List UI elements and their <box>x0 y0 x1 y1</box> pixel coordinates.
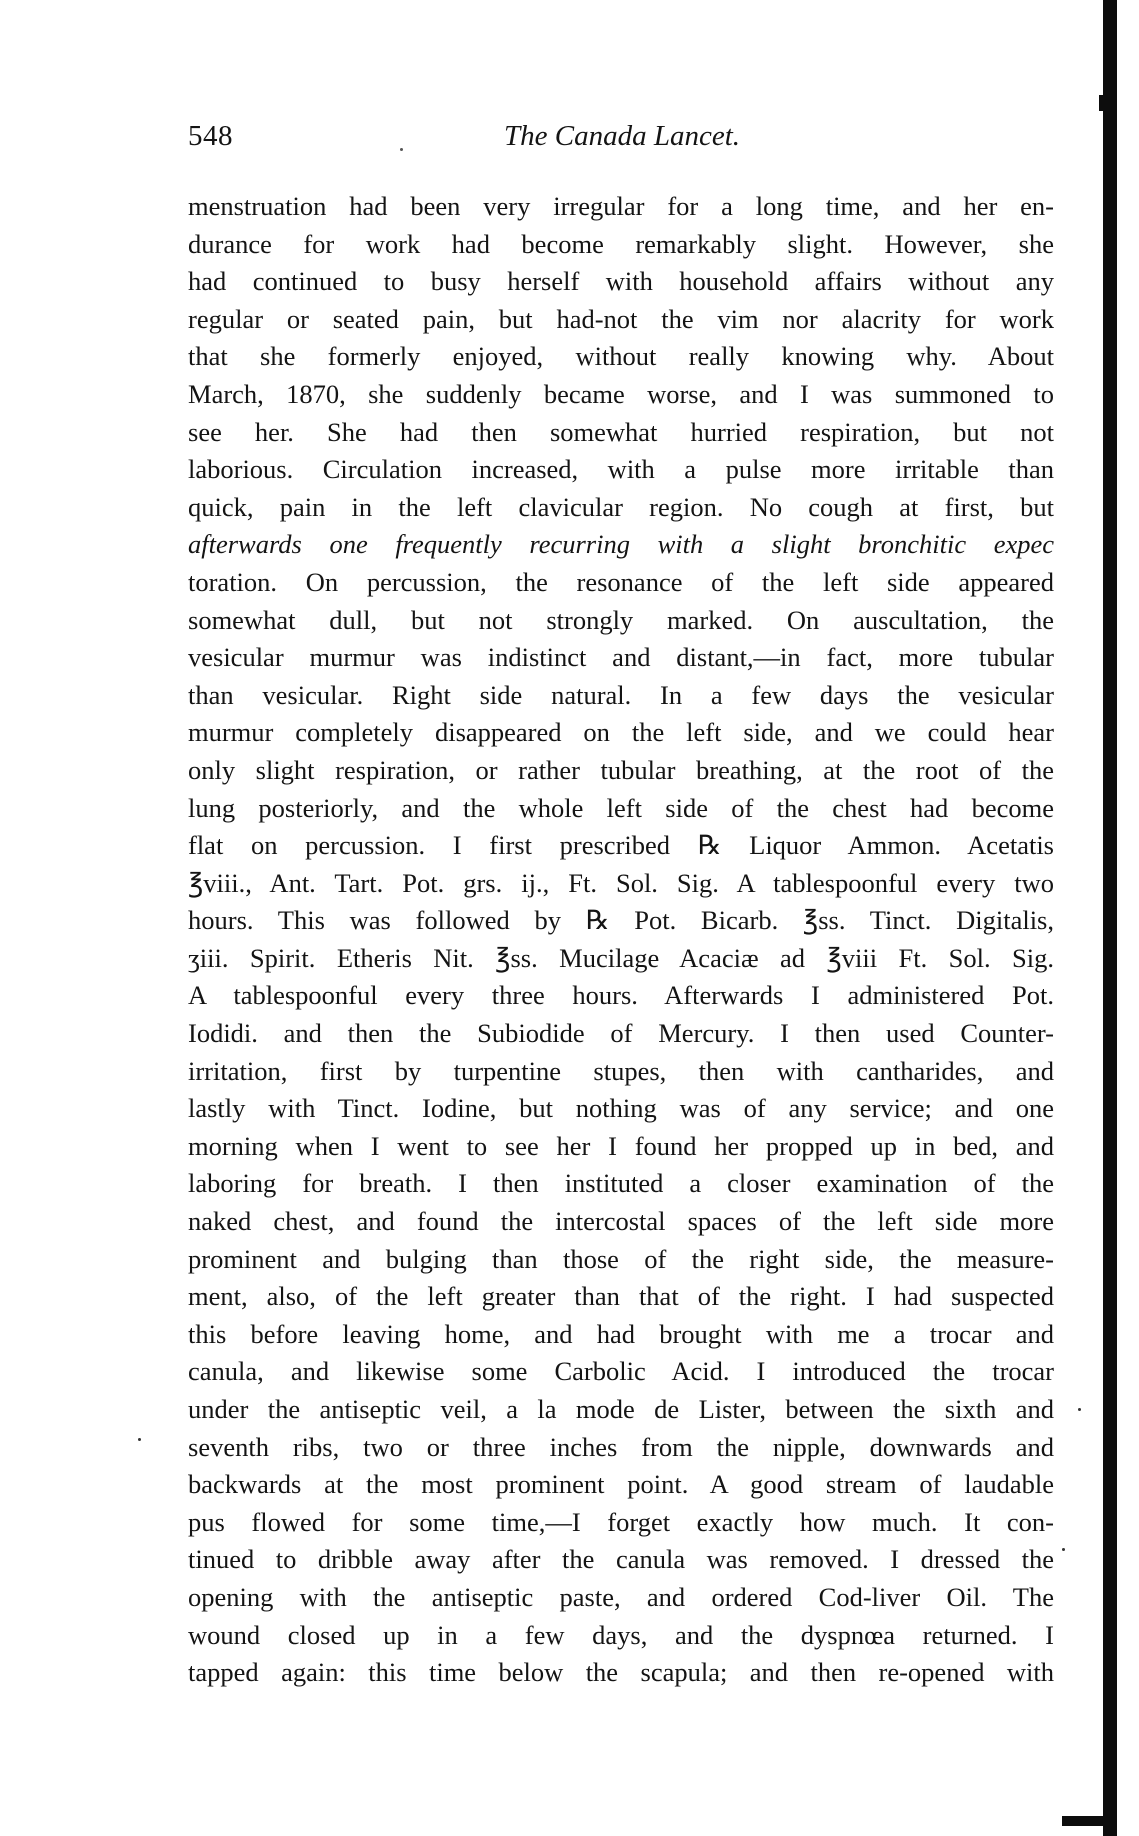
text-line: regular or seated pain, but had-not the vim nor alacrity for work <box>188 303 1054 334</box>
scan-speck <box>1062 1548 1065 1551</box>
page-number: 548 <box>188 120 233 152</box>
text-line: see her. She had then somewhat hurried respiration, but not <box>188 416 1054 447</box>
text-line: this before leaving home, and had brought with me a trocar and <box>188 1318 1054 1349</box>
binding-notch <box>1099 95 1109 111</box>
text-line: ʒiii. Spirit. Etheris Nit. ℥ss. Mucilage Acaciæ ad ℥viii Ft. Sol. Sig. <box>188 942 1054 973</box>
text-line: irritation, first by turpentine stupes, then with cantharides, and <box>188 1055 1054 1086</box>
text-line: pus flowed for some time,—I forget exactly how much. It con- <box>188 1506 1054 1537</box>
text-line: somewhat dull, but not strongly marked. On auscultation, the <box>188 604 1054 635</box>
text-line: flat on percussion. I first prescribed ℞ Liquor Ammon. Acetatis <box>188 830 1054 861</box>
text-line: only slight respiration, or rather tubular breathing, at the root of the <box>188 754 1054 785</box>
text-line: than vesicular. Right side natural. In a few days the vesicular <box>188 679 1054 710</box>
text-line: naked chest, and found the intercostal spaces of the left side more <box>188 1206 1054 1237</box>
text-line: March, 1870, she suddenly became worse, and I was summoned to <box>188 378 1054 409</box>
text-line: laborious. Circulation increased, with a pulse more irritable than <box>188 454 1054 485</box>
text-line: canula, and likewise some Carbolic Acid. I introduced the trocar <box>188 1356 1054 1387</box>
text-line: backwards at the most prominent point. A good stream of laudable <box>188 1469 1054 1500</box>
scan-speck <box>138 1438 141 1441</box>
text-line: hours. This was followed by ℞ Pot. Bicarb. ℥ss. Tinct. Digitalis, <box>188 905 1054 936</box>
text-line: that she formerly enjoyed, without really knowing why. About <box>188 341 1054 372</box>
text-line: ℥viii., Ant. Tart. Pot. grs. ij., Ft. Sol. Sig. A tablespoonful every two <box>188 867 1054 898</box>
binding-foot <box>1062 1816 1117 1826</box>
text-line: vesicular murmur was indistinct and distant,—in fact, more tubular <box>188 642 1054 673</box>
text-line: quick, pain in the left clavicular region. No cough at first, but <box>188 491 1054 522</box>
text-line: opening with the antiseptic paste, and ordered Cod-liver Oil. The <box>188 1581 1054 1612</box>
text-line: tinued to dribble away after the canula was removed. I dressed the <box>188 1544 1054 1575</box>
text-line: seventh ribs, two or three inches from the nipple, downwards and <box>188 1431 1054 1462</box>
page-binding-edge <box>1103 0 1117 1836</box>
text-line: durance for work had become remarkably slight. However, she <box>188 228 1054 259</box>
scan-speck <box>1078 1408 1081 1411</box>
text-line: under the antiseptic veil, a la mode de Lister, between the sixth and <box>188 1394 1054 1424</box>
text-line: Iodidi. and then the Subiodide of Mercury. I then used Counter- <box>188 1018 1054 1049</box>
text-line: had continued to busy herself with household affairs without any <box>188 266 1054 297</box>
article-body <box>188 188 1054 1692</box>
text-line: prominent and bulging than those of the right side, the measure- <box>188 1243 1054 1274</box>
text-line: murmur completely disappeared on the left side, and we could hear <box>188 717 1054 748</box>
text-line: A tablespoonful every three hours. Afterwards I administered Pot. <box>188 980 1054 1011</box>
text-line: menstruation had been very irregular for a long time, and her en- <box>188 191 1054 221</box>
text-line: laboring for breath. I then instituted a closer examination of the <box>188 1168 1054 1199</box>
text-line: tapped again: this time below the scapula; and then re-opened with <box>188 1657 1054 1688</box>
text-line: ment, also, of the left greater than that of the right. I had suspected <box>188 1281 1054 1312</box>
text-line: wound closed up in a few days, and the dyspnœa returned. I <box>188 1619 1054 1650</box>
text-line: toration. On percussion, the resonance of the left side appeared <box>188 566 1054 597</box>
text-line: lastly with Tinct. Iodine, but nothing was of any service; and one <box>188 1093 1054 1124</box>
running-head <box>188 120 1068 160</box>
text-line-italic: afterwards one frequently recurring with a slight bronchitic expec <box>188 529 1054 560</box>
header-speck <box>400 148 403 151</box>
text-line: lung posteriorly, and the whole left side of the chest had become <box>188 792 1054 823</box>
journal-title: The Canada Lancet. <box>504 120 741 152</box>
text-line: morning when I went to see her I found her propped up in bed, and <box>188 1130 1054 1161</box>
